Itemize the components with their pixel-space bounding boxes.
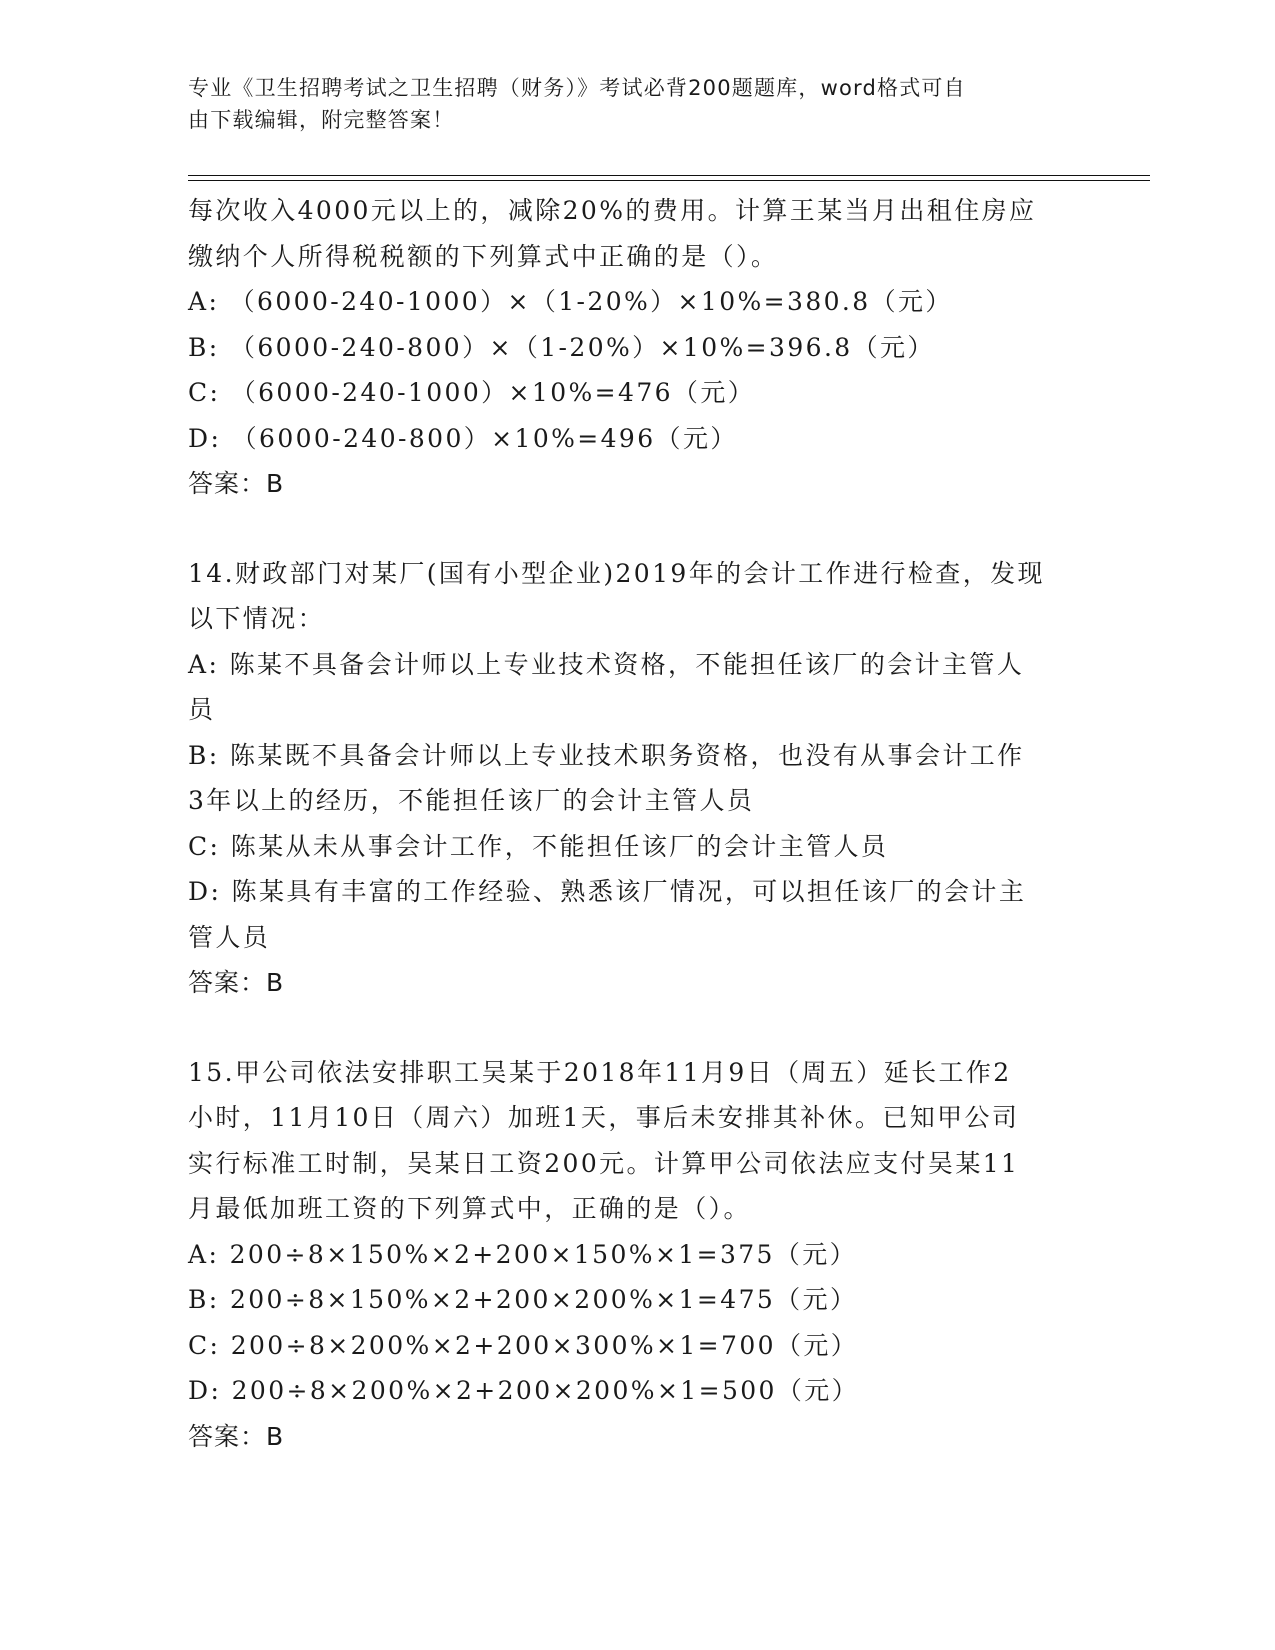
- question-14-option-d-line-1: D: 陈某具有丰富的工作经验、熟悉该厂情况，可以担任该厂的会计主: [188, 877, 1027, 906]
- question-15-option-d: D: 200÷8×200%×2+200×200%×1=500（元）: [188, 1376, 860, 1405]
- question-15-stem-line-2: 小时，11月10日（周六）加班1天，事后未安排其补休。已知甲公司: [188, 1103, 1020, 1132]
- header-line-2: 由下载编辑，附完整答案！: [188, 108, 455, 132]
- question-13-option-c: C: （6000-240-1000）×10%=476（元）: [188, 378, 756, 407]
- header-divider-bottom: [188, 180, 1150, 181]
- question-15-stem-line-1: 15.甲公司依法安排职工吴某于2018年11月9日（周五）延长工作2: [188, 1057, 1012, 1087]
- question-13-option-d: D: （6000-240-800）×10%=496（元）: [188, 423, 738, 453]
- spacer: [188, 1006, 1078, 1050]
- question-14-stem-line-2: 以下情况：: [188, 604, 326, 633]
- document-header: [188, 72, 1068, 136]
- question-13-stem-line-1: 每次收入4000元以上的，减除20%的费用。计算王某当月出租住房应: [188, 196, 1037, 225]
- question-14-option-d-line-2: 管人员: [188, 922, 271, 952]
- question-13-option-b: B: （6000-240-800）×（1-20%）×10%=396.8（元）: [188, 332, 935, 362]
- question-14-option-a-line-2: 员: [188, 695, 216, 724]
- header-line-1: 专业《卫生招聘考试之卫生招聘（财务）》考试必背200题题库，word格式可自: [188, 76, 966, 100]
- question-15-stem-line-4: 月最低加班工资的下列算式中，正确的是（）。: [188, 1194, 751, 1223]
- question-15-option-c: C: 200÷8×200%×2+200×300%×1=700（元）: [188, 1330, 859, 1360]
- question-14-option-a-line-1: A: 陈某不具备会计师以上专业技术资格，不能担任该厂的会计主管人: [188, 649, 1025, 679]
- question-15-answer: 答案：B: [188, 1421, 285, 1451]
- question-14-answer: 答案：B: [188, 968, 285, 997]
- spacer: [188, 507, 1078, 551]
- question-15-option-b: B: 200÷8×150%×2+200×200%×1=475（元）: [188, 1285, 858, 1314]
- question-13-answer: 答案：B: [188, 469, 285, 498]
- question-13-stem-line-2: 缴纳个人所得税税额的下列算式中正确的是（）。: [188, 241, 779, 271]
- question-15: [188, 1050, 1078, 1460]
- question-15-option-a: A: 200÷8×150%×2+200×150%×1=375（元）: [188, 1239, 858, 1269]
- question-15-stem-line-3: 实行标准工时制，吴某日工资200元。计算甲公司依法应支付吴某11: [188, 1148, 1020, 1178]
- question-14-stem-line-1: 14.财政部门对某厂(国有小型企业)2019年的会计工作进行检查，发现: [188, 558, 1045, 588]
- question-14-option-b-line-1: B: 陈某既不具备会计师以上专业技术职务资格，也没有从事会计工作: [188, 740, 1025, 770]
- question-13-option-a: A: （6000-240-1000）×（1-20%）×10%=380.8（元）: [188, 287, 953, 316]
- document-body: [188, 188, 1078, 1459]
- question-13: [188, 188, 1078, 507]
- header-divider-top: [188, 175, 1150, 176]
- question-14-option-b-line-2: 3年以上的经历，不能担任该厂的会计主管人员: [188, 786, 755, 815]
- question-14: [188, 551, 1078, 1006]
- question-14-option-c: C: 陈某从未从事会计工作，不能担任该厂的会计主管人员: [188, 831, 889, 861]
